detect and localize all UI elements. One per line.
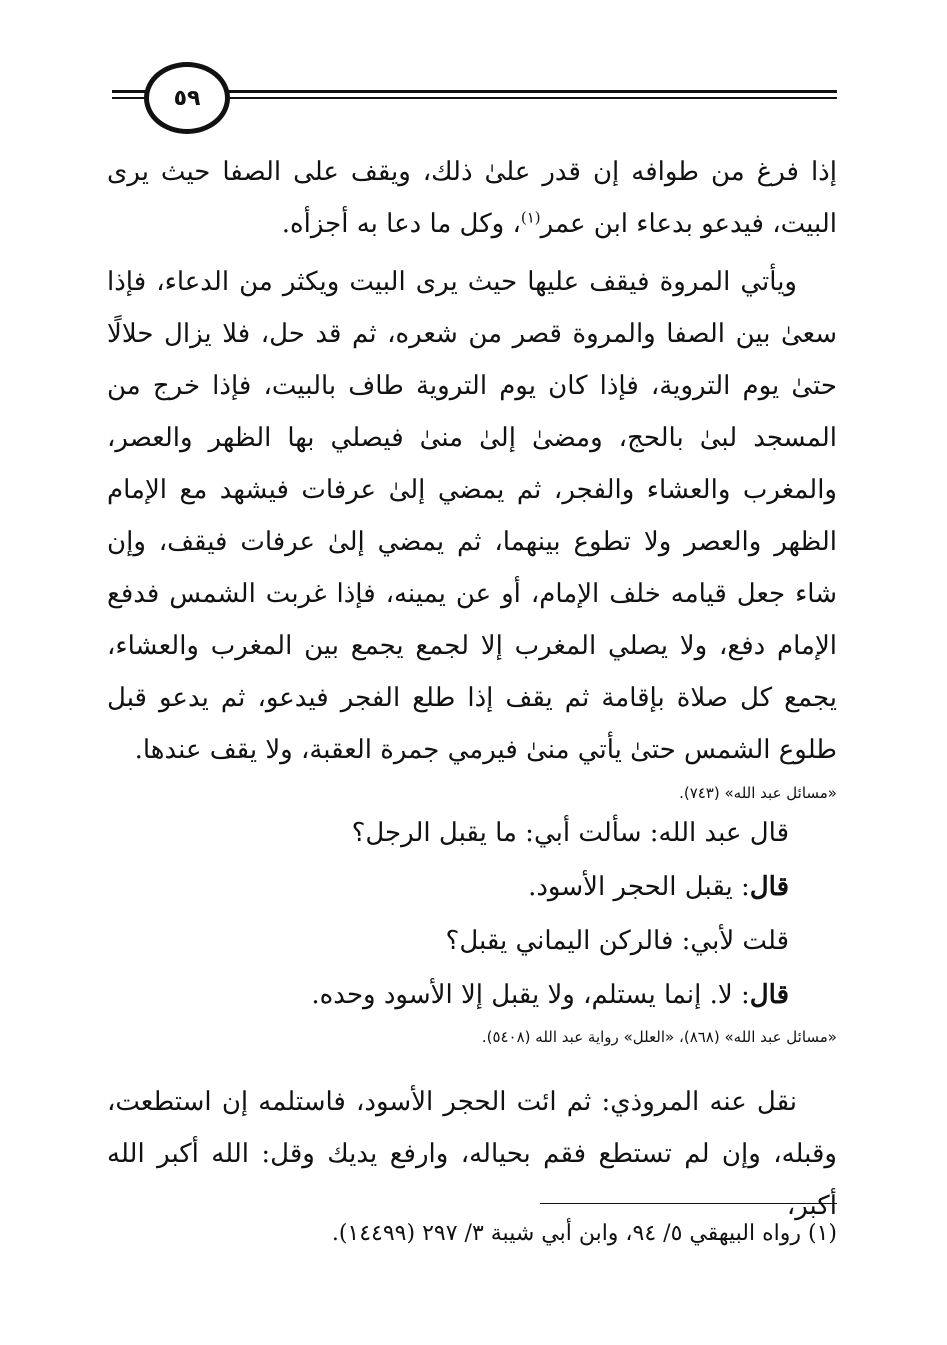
dialogue-line: [107, 806, 837, 860]
paragraph-1-text-after: ، وكل ما دعا به أجزأه.: [281, 209, 521, 239]
dialogue-line: [107, 860, 837, 914]
text-block-2: [107, 806, 837, 1050]
footnote-number: (١): [807, 1221, 837, 1246]
source-reference-1: «مسائل عبد الله» (٧٤٣).: [679, 784, 837, 802]
page-number-badge: [144, 62, 230, 134]
footnote: [107, 1214, 837, 1254]
dialogue-text: : يقبل الحجر الأسود.: [528, 872, 750, 902]
source-reference-2: «مسائل عبد الله» (٨٦٨)، «العلل» رواية عبد الله (٥٤٠٨).: [481, 1028, 837, 1046]
paragraph-1-text: إذا فرغ من طوافه إن قدر علىٰ ذلك، ويقف على الصفا حيث يرى البيت، فيدعو بدعاء ابن عمر: [107, 157, 837, 239]
dialogue-text: قلت لأبي: فالركن اليماني يقبل؟: [445, 926, 789, 956]
dialogue-text: قال عبد الله: سألت أبي: ما يقبل الرجل؟: [351, 818, 789, 848]
paragraph-2: ويأتي المروة فيقف عليها حيث يرى البيت ويكثر من الدعاء، فإذا سعىٰ بين الصفا والمروة قصر من شعره، ثم قد حل، فلا يزال حلالًا حتىٰ يوم التروية، فإذا كان يوم التروية طاف بالبيت، فإذا خرج من المسجد لبىٰ بالحج، ومضىٰ إلىٰ منىٰ فيصلي بها الظهر والعصر، والمغرب والعشاء والفجر، ثم يمضي إلىٰ عرفات فيشهد مع الإمام الظهر والعصر ولا تطوع بينهما، ثم يمضي إلىٰ عرفات فيقف، وإن شاء جعل قيامه خلف الإمام، أو عن يمينه، فإذا غربت الشمس فدفع الإمام دفع، ولا يصلي المغرب إلا لجمع يجمع بين المغرب والعشاء، يجمع كل صلاة بإقامة ثم يقف إذا طلع الفجر فيدعو، ثم يدعو قبل طلوع الشمس حتىٰ يأتي منىٰ فيرمي جمرة العقبة، ولا يقف عندها.: [107, 267, 837, 765]
footnote-text: رواه البيهقي ٥/ ٩٤، وابن أبي شيبة ٣/ ٢٩٧ (١٤٤٩٩).: [331, 1221, 801, 1246]
footnote-marker: (١): [520, 208, 541, 227]
page-number: ٥٩: [173, 85, 201, 111]
footnote-separator: [540, 1203, 837, 1204]
dialogue-line: [107, 968, 837, 1022]
speaker-label: قال: [749, 872, 789, 902]
dialogue-line: [107, 914, 837, 968]
text-block-3: [107, 1076, 837, 1232]
page-header: [112, 62, 837, 132]
paragraph-1: [107, 146, 837, 250]
speaker-label: قال: [749, 980, 789, 1010]
dialogue-text: : لا. إنما يستلم، ولا يقبل إلا الأسود وحده.: [311, 980, 750, 1010]
text-block-1: [107, 146, 837, 806]
paragraph-3: نقل عنه المروذي: ثم ائت الحجر الأسود، فاستلمه إن استطعت، وقبله، وإن لم تستطع فقم بحياله، وارفع يديك وقل: الله أكبر الله أكبر،: [107, 1087, 837, 1221]
